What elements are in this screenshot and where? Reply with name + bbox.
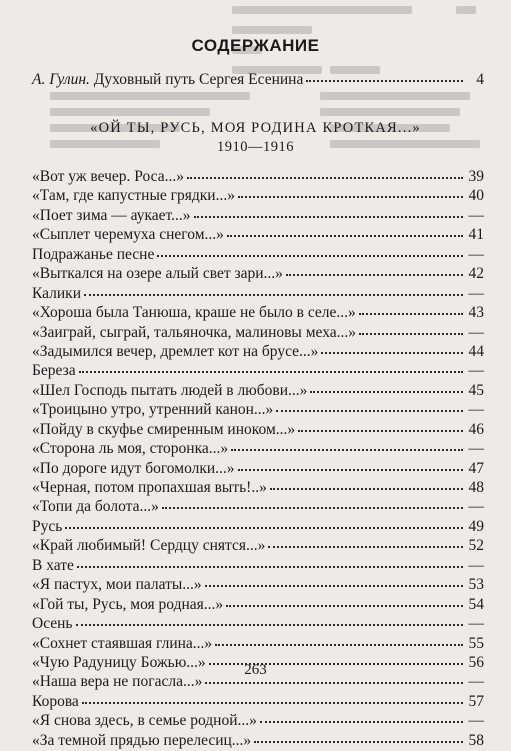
entry-page: — [468, 498, 484, 516]
intro-title: Духовный путь Сергея Есенина [93, 71, 304, 88]
entry-page: — [468, 401, 484, 419]
entry-title: «Сохнет стаявшая глина...» [32, 634, 213, 652]
entry-title: «За темной прядью перелесиц...» [32, 731, 252, 749]
toc-entry [32, 479, 484, 498]
toc-entry [32, 576, 484, 595]
entry-title: «Поет зима — аукает...» [32, 206, 191, 224]
toc-entry [32, 421, 484, 440]
entry-page: — [468, 362, 484, 380]
entry-page: — [468, 284, 484, 302]
toc-entry [32, 187, 484, 206]
entry-title: Береза [32, 362, 76, 380]
toc-entry [32, 343, 484, 362]
entry-page: — [468, 206, 484, 224]
entry-title: Подражанье песне [32, 245, 155, 263]
entry-title: «Я пастух, мои палаты...» [32, 576, 202, 594]
entry-title: В хате [32, 556, 74, 574]
toc-entry [32, 226, 484, 245]
entry-title: Русь [32, 517, 63, 535]
entry-title: Осень [32, 615, 73, 633]
entry-title: «Шел Господь пытать людей в любови...» [32, 381, 308, 399]
entry-title: «Чую Радуницу Божью...» [32, 653, 206, 671]
entry-title: «Топи да болота...» [32, 498, 159, 516]
toc-entry [32, 362, 484, 381]
entry-title: «Пойду в скуфье смиренным иноком...» [32, 420, 296, 438]
entry-page: — [468, 673, 484, 691]
dot-leader [321, 350, 463, 354]
entry-title: «Гой ты, Русь, моя родная...» [32, 595, 224, 613]
entry-page: 49 [468, 517, 484, 535]
entry-title: «Наша вера не погасла...» [32, 673, 203, 691]
entry-page: — [468, 440, 484, 458]
entry-page: 42 [468, 265, 484, 283]
entry-title: «Троицыно утро, утренний канон...» [32, 401, 274, 419]
toc-entry [32, 635, 484, 654]
dot-leader [238, 194, 463, 198]
dot-leader [227, 233, 463, 237]
entry-page: 43 [468, 304, 484, 322]
dot-leader [79, 369, 463, 373]
toc-entry [32, 537, 484, 556]
dot-leader [260, 719, 463, 723]
toc-entry [32, 596, 484, 615]
entry-page: 53 [468, 576, 484, 594]
entry-page: 58 [468, 731, 484, 749]
entry-page: 45 [468, 381, 484, 399]
entry-title: «Заиграй, сыграй, тальяночка, малиновы меха...» [32, 323, 357, 341]
dot-leader [226, 603, 463, 607]
intro-entry [32, 71, 484, 91]
dot-leader [84, 292, 463, 296]
dot-leader [286, 272, 463, 276]
entry-page: 44 [468, 342, 484, 360]
entry-page: — [468, 245, 484, 263]
toc-entry [32, 401, 484, 420]
entry-page: 57 [468, 692, 484, 710]
entry-page: 52 [468, 537, 484, 555]
toc-entry [32, 712, 484, 731]
dot-leader [268, 544, 463, 548]
dot-leader [76, 622, 463, 626]
dot-leader [82, 700, 463, 704]
toc-entry [32, 382, 484, 401]
section-title: «ОЙ ТЫ, РУСЬ, МОЯ РОДИНА КРОТКАЯ...» [90, 120, 421, 136]
entry-title: «По дороге идут богомолки...» [32, 459, 235, 477]
dot-leader [306, 78, 463, 82]
entry-page: 55 [468, 634, 484, 652]
entry-title: Калики [32, 284, 82, 302]
dot-leader [157, 253, 463, 257]
entry-page: — [468, 556, 484, 574]
entry-title: «Черная, потом пропахшая выть!..» [32, 479, 267, 496]
toc-entry [32, 557, 484, 576]
page-heading: СОДЕРЖАНИЕ [191, 36, 320, 55]
toc-entry [32, 168, 484, 187]
entry-title: «Сторона ль моя, сторонка...» [32, 440, 229, 458]
toc-entry [32, 246, 484, 265]
toc-entry [32, 324, 484, 343]
toc-entry [32, 440, 484, 459]
entry-title: «Выткался на озере алый свет зари...» [32, 265, 283, 283]
toc-entry [32, 285, 484, 304]
entry-title: «Вот уж вечер. Роса...» [32, 168, 185, 185]
toc-entry [32, 518, 484, 537]
toc-entry [32, 732, 484, 751]
entry-page: 47 [468, 459, 484, 477]
entry-title: «Задымился вечер, дремлет кот на брусе...» [32, 342, 319, 360]
dot-leader [215, 642, 463, 646]
entry-page: 56 [468, 653, 484, 671]
page-number: 263 [244, 662, 267, 678]
dot-leader [205, 583, 463, 587]
dot-leader [205, 680, 463, 684]
entry-page: — [468, 712, 484, 730]
entry-title: «Край любимый! Сердцу снятся...» [32, 537, 266, 555]
entry-page: 46 [468, 420, 484, 438]
dot-leader [270, 486, 463, 490]
entry-page: 40 [468, 187, 484, 205]
intro-author: А. Гулин. [32, 71, 90, 88]
dot-leader [77, 564, 463, 568]
entry-title: «Сыплет черемуха снегом...» [32, 226, 224, 244]
intro-page: 4 [476, 71, 484, 88]
entry-page: — [468, 615, 484, 633]
dot-leader [65, 525, 463, 529]
dot-leader [254, 739, 463, 743]
entry-title: «Там, где капустные грядки...» [32, 187, 235, 205]
section-years: 1910—1916 [217, 139, 294, 155]
dot-leader [359, 311, 463, 315]
dot-leader [298, 428, 463, 432]
entry-page: 41 [468, 226, 484, 244]
toc-entry [32, 304, 484, 323]
dot-leader [194, 214, 463, 218]
dot-leader [231, 447, 463, 451]
entry-title: Корова [32, 692, 79, 710]
toc-entry [32, 265, 484, 284]
entry-page: — [468, 323, 484, 341]
toc-entry [32, 693, 484, 712]
entry-page: 48 [468, 479, 484, 496]
toc-entry [32, 615, 484, 634]
dot-leader [238, 467, 463, 471]
toc-entry [32, 207, 484, 226]
entry-title: «Я снова здесь, в семье родной...» [32, 712, 257, 730]
toc-entry [32, 498, 484, 517]
entry-page: 39 [468, 168, 484, 185]
dot-leader [187, 175, 463, 179]
dot-leader [310, 389, 463, 393]
entry-page: 54 [468, 595, 484, 613]
dot-leader [359, 331, 463, 335]
dot-leader [276, 408, 463, 412]
dot-leader [162, 505, 463, 509]
entry-title: «Хороша была Танюша, краше не было в селе...» [32, 304, 356, 322]
toc-entry [32, 460, 484, 479]
